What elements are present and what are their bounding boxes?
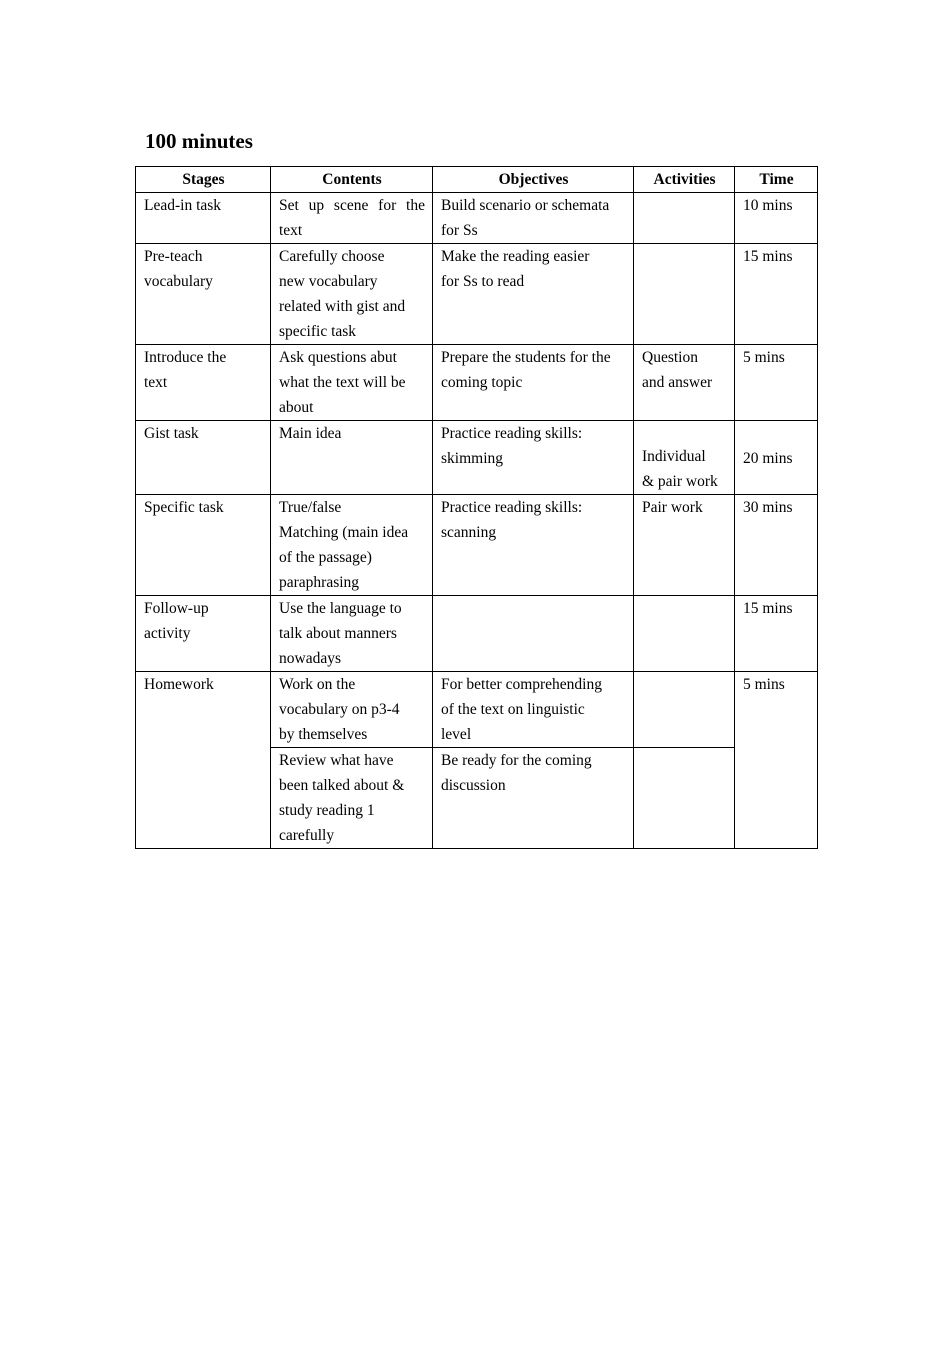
header-row	[136, 167, 818, 193]
activities-cell	[634, 596, 735, 672]
objectives-cell: Be ready for the coming discussion	[433, 748, 634, 849]
objectives-cell: Build scenario or schemata for Ss	[433, 193, 634, 244]
stage-cell: Homework	[136, 672, 271, 849]
activities-cell	[634, 748, 735, 849]
objectives-cell: For better comprehending of the text on linguistic level	[433, 672, 634, 748]
stage-cell: Introduce the text	[136, 345, 271, 421]
time-cell: 30 mins	[735, 495, 818, 596]
table-row	[136, 345, 818, 421]
time-cell: 15 mins	[735, 596, 818, 672]
contents-cell: True/false Matching (main idea of the passage) paraphrasing	[271, 495, 433, 596]
header-activities: Activities	[634, 167, 735, 193]
activities-cell: Individual & pair work	[634, 421, 735, 495]
time-cell: 5 mins	[735, 345, 818, 421]
objectives-cell: Make the reading easier for Ss to read	[433, 244, 634, 345]
table-row	[136, 421, 818, 495]
activities-cell	[634, 244, 735, 345]
objectives-cell	[433, 596, 634, 672]
stage-cell: Specific task	[136, 495, 271, 596]
stage-cell: Pre-teach vocabulary	[136, 244, 271, 345]
table-row	[136, 495, 818, 596]
time-cell	[735, 421, 818, 495]
header-time: Time	[735, 167, 818, 193]
objectives-cell: Practice reading skills: skimming	[433, 421, 634, 495]
activities-cell: Pair work	[634, 495, 735, 596]
contents-cell: Set up scene for the text	[271, 193, 433, 244]
activities-cell	[634, 193, 735, 244]
stage-cell: Lead-in task	[136, 193, 271, 244]
table-row	[136, 193, 818, 244]
header-contents: Contents	[271, 167, 433, 193]
contents-cell: Carefully choose new vocabulary related with gist and specific task	[271, 244, 433, 345]
lesson-plan-table	[135, 166, 818, 849]
document-title: 100 minutes	[145, 129, 253, 153]
contents-cell: Ask questions abut what the text will be about	[271, 345, 433, 421]
contents-cell: Work on the vocabulary on p3-4 by themselves	[271, 672, 433, 748]
time-cell: 5 mins	[735, 672, 818, 849]
stage-cell: Gist task	[136, 421, 271, 495]
contents-cell: Review what have been talked about & study reading 1 carefully	[271, 748, 433, 849]
time-value: 20 mins	[743, 450, 793, 467]
header-stages: Stages	[136, 167, 271, 193]
header-objectives: Objectives	[433, 167, 634, 193]
activities-cell	[634, 672, 735, 748]
objectives-cell: Prepare the students for the coming topic	[433, 345, 634, 421]
contents-cell: Use the language to talk about manners nowadays	[271, 596, 433, 672]
contents-cell: Main idea	[271, 421, 433, 495]
table-row	[136, 244, 818, 345]
time-cell: 15 mins	[735, 244, 818, 345]
table-row-homework	[136, 672, 818, 748]
time-cell: 10 mins	[735, 193, 818, 244]
table-row	[136, 596, 818, 672]
stage-cell: Follow-up activity	[136, 596, 271, 672]
objectives-cell: Practice reading skills: scanning	[433, 495, 634, 596]
activities-cell: Question and answer	[634, 345, 735, 421]
